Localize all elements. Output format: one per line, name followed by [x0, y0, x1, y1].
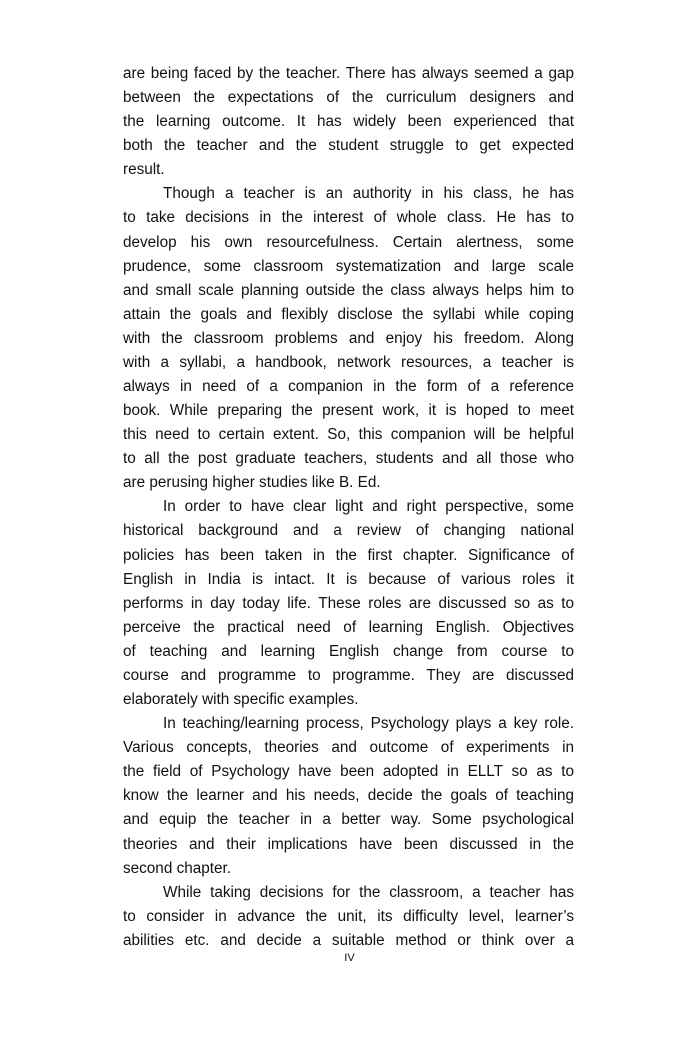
text-line: the learning outcome. It has widely been experienced that — [123, 113, 574, 131]
text-line: and small scale planning outside the class always helps him to — [123, 281, 574, 299]
text-line: are being faced by the teacher. There has always seemed a gap — [123, 65, 574, 82]
text-line: and equip the teacher in a better way. Some psychological — [123, 811, 574, 829]
text-line: with the classroom problems and enjoy his freedom. Along — [123, 329, 574, 347]
text-line: the field of Psychology have been adopted in ELLT so as to — [123, 763, 574, 781]
text-line: In teaching/learning process, Psychology plays a key role. — [163, 715, 574, 733]
text-line: to all the post graduate teachers, students and all those who — [123, 450, 574, 468]
text-line: between the expectations of the curriculum designers and — [123, 89, 574, 107]
text-line: both the teacher and the student struggle to get expected — [123, 137, 574, 155]
paragraph — [123, 712, 574, 881]
text-line: historical background and a review of changing national — [123, 522, 574, 540]
text-line: policies has been taken in the first chapter. Significance of — [123, 546, 574, 564]
text-line: know the learner and his needs, decide the goals of teaching — [123, 787, 574, 805]
text-line: In order to have clear light and right perspective, some — [163, 498, 574, 516]
text-line: performs in day today life. These roles are discussed so as to — [123, 594, 574, 612]
text-line: perceive the practical need of learning English. Objectives — [123, 618, 574, 636]
text-line: this need to certain extent. So, this companion will be helpful — [123, 426, 574, 444]
text-line: with a syllabi, a handbook, network resources, a teacher is — [123, 353, 574, 371]
text-line: develop his own resourcefulness. Certain alertness, some — [123, 233, 574, 251]
text-line: always in need of a companion in the form of a reference — [123, 378, 574, 396]
text-line: Various concepts, theories and outcome of experiments in — [123, 739, 574, 757]
text-line: abilities etc. and decide a suitable method or think over a — [123, 931, 574, 949]
page-body-text — [123, 62, 574, 953]
text-line: While taking decisions for the classroom, a teacher has — [163, 883, 574, 901]
page-number: IV — [344, 952, 355, 964]
paragraph — [123, 495, 574, 712]
text-line: Though a teacher is an authority in his class, he has — [163, 185, 574, 203]
paragraph — [123, 182, 574, 495]
text-line: theories and their implications have been discussed in the — [123, 835, 574, 853]
text-line: elaborately with specific examples. — [123, 691, 359, 709]
text-line: English in India is intact. It is because of various roles it — [123, 570, 574, 588]
paragraph — [123, 62, 574, 182]
text-line: prudence, some classroom systematization and large scale — [123, 257, 574, 275]
text-line: to take decisions in the interest of whole class. He has to — [123, 209, 574, 227]
text-line: course and programme to programme. They are discussed — [123, 666, 574, 684]
text-line: of teaching and learning English change from course to — [123, 642, 574, 660]
text-line: are perusing higher studies like B. Ed. — [123, 474, 381, 492]
paragraph — [123, 881, 574, 953]
text-line: second chapter. — [123, 859, 232, 877]
text-line: to consider in advance the unit, its difficulty level, learner’s — [123, 907, 574, 925]
text-line: result. — [123, 161, 165, 179]
text-line: attain the goals and flexibly disclose the syllabi while coping — [123, 305, 574, 323]
text-line: book. While preparing the present work, it is hoped to meet — [123, 402, 574, 420]
